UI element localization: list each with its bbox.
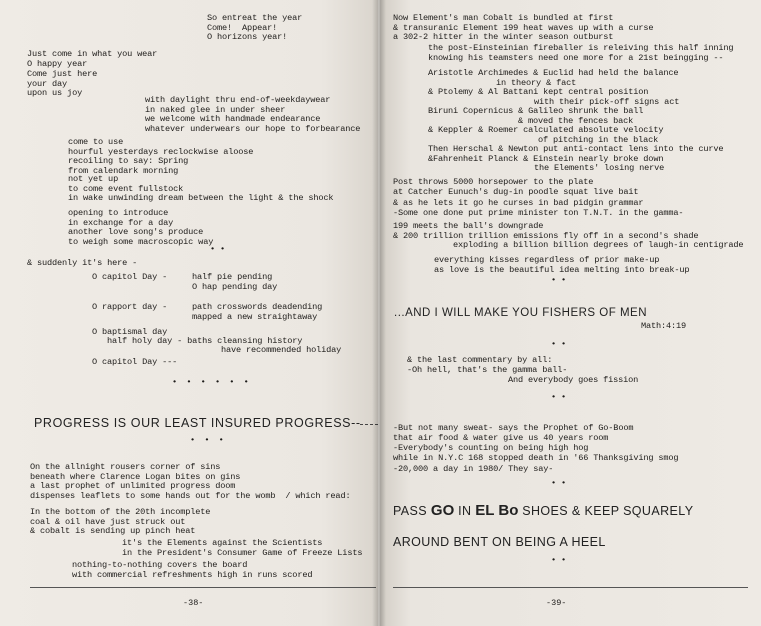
cobalt-paragraph bbox=[393, 14, 653, 43]
footer-rule bbox=[30, 587, 376, 588]
text-line: -But not many sweat- says the Prophet of Go-Boom bbox=[393, 423, 634, 433]
text-line: -Some one done put prime minister ton T.N.T. in the gamma- bbox=[393, 207, 684, 218]
text-line: & 200 trillion trillion emissions fly off in a second's shade bbox=[393, 230, 699, 241]
text-line: we welcome with handmade endearance bbox=[145, 114, 321, 124]
hooking-paragraph bbox=[393, 444, 678, 463]
kisses-paragraph bbox=[434, 256, 689, 275]
slogan-part: IN bbox=[454, 504, 476, 518]
text-line: upon us joy bbox=[27, 88, 83, 98]
post-paragraph bbox=[393, 178, 638, 197]
left-page bbox=[0, 0, 378, 626]
text-line: 199 meets the ball's downgrade bbox=[393, 221, 544, 231]
text-line: a 302-2 hitter in the winter season outburst bbox=[393, 32, 614, 42]
allnight-paragraph bbox=[30, 463, 350, 501]
text-line: Then Herschal & Newton put anti-contact lens into the curve bbox=[428, 144, 724, 154]
text-line: & Ptolemy & Al Battani kept central position bbox=[428, 87, 649, 97]
aristotle-paragraph bbox=[428, 69, 678, 88]
bottom-paragraph bbox=[30, 508, 210, 537]
text-line: coal & oil have just struck out bbox=[30, 516, 186, 527]
scripture-citation: Math:4:19 bbox=[641, 321, 687, 331]
text-line: in wake unwinding dream between the light & the shock bbox=[68, 193, 334, 203]
text-line: with daylight thru end-of-weekdaywear bbox=[145, 95, 331, 105]
ornament-dots: • • • bbox=[190, 435, 226, 445]
fission-line: And everybody goes fission bbox=[508, 375, 639, 385]
text-line: another love song's produce bbox=[68, 227, 204, 237]
text-line: knowing his teamsters need one more for a 21st beingging -- bbox=[428, 52, 724, 63]
opening-stanza bbox=[68, 209, 213, 247]
book-gutter bbox=[372, 0, 386, 626]
slogan-go: GO bbox=[430, 502, 455, 519]
text-line: at Catcher Eunuch's dug-in poodle squat live bait bbox=[393, 186, 639, 197]
text-line: nothing-to-nothing covers the board bbox=[72, 560, 248, 570]
come-stanza bbox=[27, 50, 157, 69]
footer-rule bbox=[393, 587, 748, 588]
text-line: as love is the beautiful idea melting into break-up bbox=[434, 264, 690, 275]
text-line: & transuranic Element 199 heat waves up with a curse bbox=[393, 22, 654, 33]
text-line: opening to introduce bbox=[68, 208, 169, 218]
text-line: the Elements' losing nerve bbox=[534, 163, 665, 173]
text-line: from calendark morning bbox=[68, 165, 179, 176]
text-line: to come event fullstock bbox=[68, 183, 184, 194]
holy-line: half holy day - baths cleansing history bbox=[107, 336, 303, 346]
lets-paragraph bbox=[393, 199, 683, 218]
rapport-day-label: O rapport day - bbox=[92, 302, 168, 312]
scientists-paragraph bbox=[122, 539, 362, 558]
rapport-day-text bbox=[192, 303, 322, 322]
text-line: So entreat the year bbox=[207, 13, 303, 23]
ornament-dots: • • bbox=[210, 244, 226, 254]
text-line: Biruni Copernicus & Galileo shrunk the ball bbox=[428, 106, 644, 116]
intro-stanza bbox=[207, 14, 302, 43]
ptolemy-paragraph bbox=[428, 88, 679, 107]
slogan-part: SHOES & KEEP SQUARELY bbox=[518, 504, 694, 518]
text-line: beneath where Clarence Logan bites on gins bbox=[30, 471, 241, 482]
ornament-dots: • • bbox=[551, 555, 567, 565]
ornament-dots: • • bbox=[551, 275, 567, 285]
text-line: -Everybody's counting on being high hog bbox=[393, 443, 589, 453]
nothing-paragraph bbox=[72, 561, 312, 580]
text-line: & Keppler & Roemer calculated absolute velocity bbox=[428, 125, 664, 135]
text-line: of pitching in the black bbox=[538, 134, 659, 145]
text-line: & as he lets it go he curses in bad pidgin grammar bbox=[393, 198, 644, 208]
text-line: In the bottom of the 20th incomplete bbox=[30, 507, 211, 517]
ornament-dots: • • bbox=[551, 478, 567, 488]
text-line: -Oh hell, that's the gamma ball- bbox=[407, 364, 568, 375]
baptismal-line: O baptismal day bbox=[92, 327, 168, 337]
text-line: Come! Appear! bbox=[207, 22, 278, 33]
fishers-headline: ...AND I WILL MAKE YOU FISHERS OF MEN bbox=[394, 307, 648, 319]
text-line: recoiling to say: Spring bbox=[68, 156, 189, 166]
text-line: come to use bbox=[68, 137, 124, 147]
notyet-stanza bbox=[68, 175, 333, 204]
text-line: the post-Einsteinian fireballer is releiving this half inning bbox=[428, 43, 734, 53]
text-line: Come just here bbox=[27, 69, 98, 79]
text-line: mapped a new straightaway bbox=[192, 311, 318, 322]
text-line: your day bbox=[27, 78, 68, 89]
text-line: in naked glee in under sheer bbox=[145, 104, 286, 115]
text-line: & moved the fences back bbox=[518, 115, 634, 126]
sweat-paragraph bbox=[393, 424, 633, 443]
ornament-dots: • • bbox=[551, 392, 567, 402]
text-line: in the President's Consumer Game of Freeze Lists bbox=[122, 547, 363, 558]
text-line: & the last commentary by all: bbox=[407, 355, 553, 365]
capitol-day-label: O capitol Day - bbox=[92, 272, 168, 282]
text-line: Now Element's man Cobalt is bundled at first bbox=[393, 13, 614, 23]
slogan-elbo: EL Bo bbox=[475, 502, 519, 519]
pass-go-slogan bbox=[393, 502, 693, 519]
keppler-paragraph bbox=[428, 126, 663, 145]
text-line: Aristotle Archimedes & Euclid had held the balance bbox=[428, 68, 679, 78]
progress-headline: PROGRESS IS OUR LEAST INSURED PROGRESS-- bbox=[34, 416, 361, 430]
text-line: & cobalt is sending up pinch heat bbox=[30, 526, 196, 536]
capitol-day-text bbox=[192, 273, 277, 292]
text-line: that air food & water give us 40 years room bbox=[393, 432, 609, 443]
text-line: &Fahrenheit Planck & Einstein nearly broke down bbox=[428, 153, 664, 164]
ornament-dots: • • • • • • bbox=[172, 377, 251, 387]
text-line: in exchange for a day bbox=[68, 217, 174, 228]
text-line: path crosswords deadending bbox=[192, 302, 323, 312]
page-number: -39- bbox=[546, 598, 567, 608]
text-line: exploding a billion billion degrees of laugh-in centigrade bbox=[453, 240, 744, 250]
meets-paragraph bbox=[393, 222, 743, 251]
text-line: hourful yesterdays reclockwise aloose bbox=[68, 146, 254, 157]
daylight-stanza bbox=[145, 96, 360, 134]
text-line: O happy year bbox=[27, 58, 88, 69]
text-line: Just come in what you wear bbox=[27, 49, 158, 59]
capitol-day-line: O capitol Day --- bbox=[92, 357, 178, 367]
text-line: with their pick-off signs act bbox=[534, 96, 680, 107]
einstein-paragraph bbox=[428, 44, 733, 63]
biruni-paragraph bbox=[428, 107, 643, 126]
text-line: a last prophet of unlimited progress doom bbox=[30, 481, 236, 491]
text-line: to weigh some macroscopic way bbox=[68, 236, 214, 247]
text-line: whatever underwears our hope to forbearance bbox=[145, 123, 361, 134]
text-line: O horizons year! bbox=[207, 32, 288, 42]
ornament-dots: • • bbox=[551, 339, 567, 349]
text-line: with commercial refreshments high in runs scored bbox=[72, 569, 313, 580]
text-line: in theory & fact bbox=[496, 77, 577, 88]
text-line: half pie pending bbox=[192, 272, 273, 282]
text-line: everything kisses regardless of prior make-up bbox=[434, 255, 660, 265]
slogan-part: PASS bbox=[393, 504, 431, 518]
twenty-thousand-line: -20,000 a day in 1980/ They say- bbox=[393, 464, 554, 474]
right-page bbox=[380, 0, 761, 626]
page-number: -38- bbox=[183, 598, 204, 608]
text-line: it's the Elements against the Scientists bbox=[122, 538, 323, 548]
holiday-line: have recommended holiday bbox=[221, 345, 342, 355]
text-line: not yet up bbox=[68, 174, 119, 184]
use-stanza bbox=[68, 138, 253, 176]
text-line: dispenses leaflets to some hands out for the womb / which read: bbox=[30, 490, 351, 501]
last-commentary bbox=[407, 356, 567, 375]
text-line: O hap pending day bbox=[192, 281, 278, 292]
suddenly-line: & suddenly it's here - bbox=[27, 258, 138, 268]
herschal-paragraph bbox=[428, 145, 723, 174]
text-line: while in N.Y.C 168 stopped death in '66 Thanksgiving smog bbox=[393, 452, 679, 463]
text-line: On the allnight rousers corner of sins bbox=[30, 462, 221, 472]
text-line: Post throws 5000 horsepower to the plate bbox=[393, 177, 594, 187]
here-stanza bbox=[27, 70, 97, 99]
heel-slogan: AROUND BENT ON BEING A HEEL bbox=[393, 535, 606, 549]
